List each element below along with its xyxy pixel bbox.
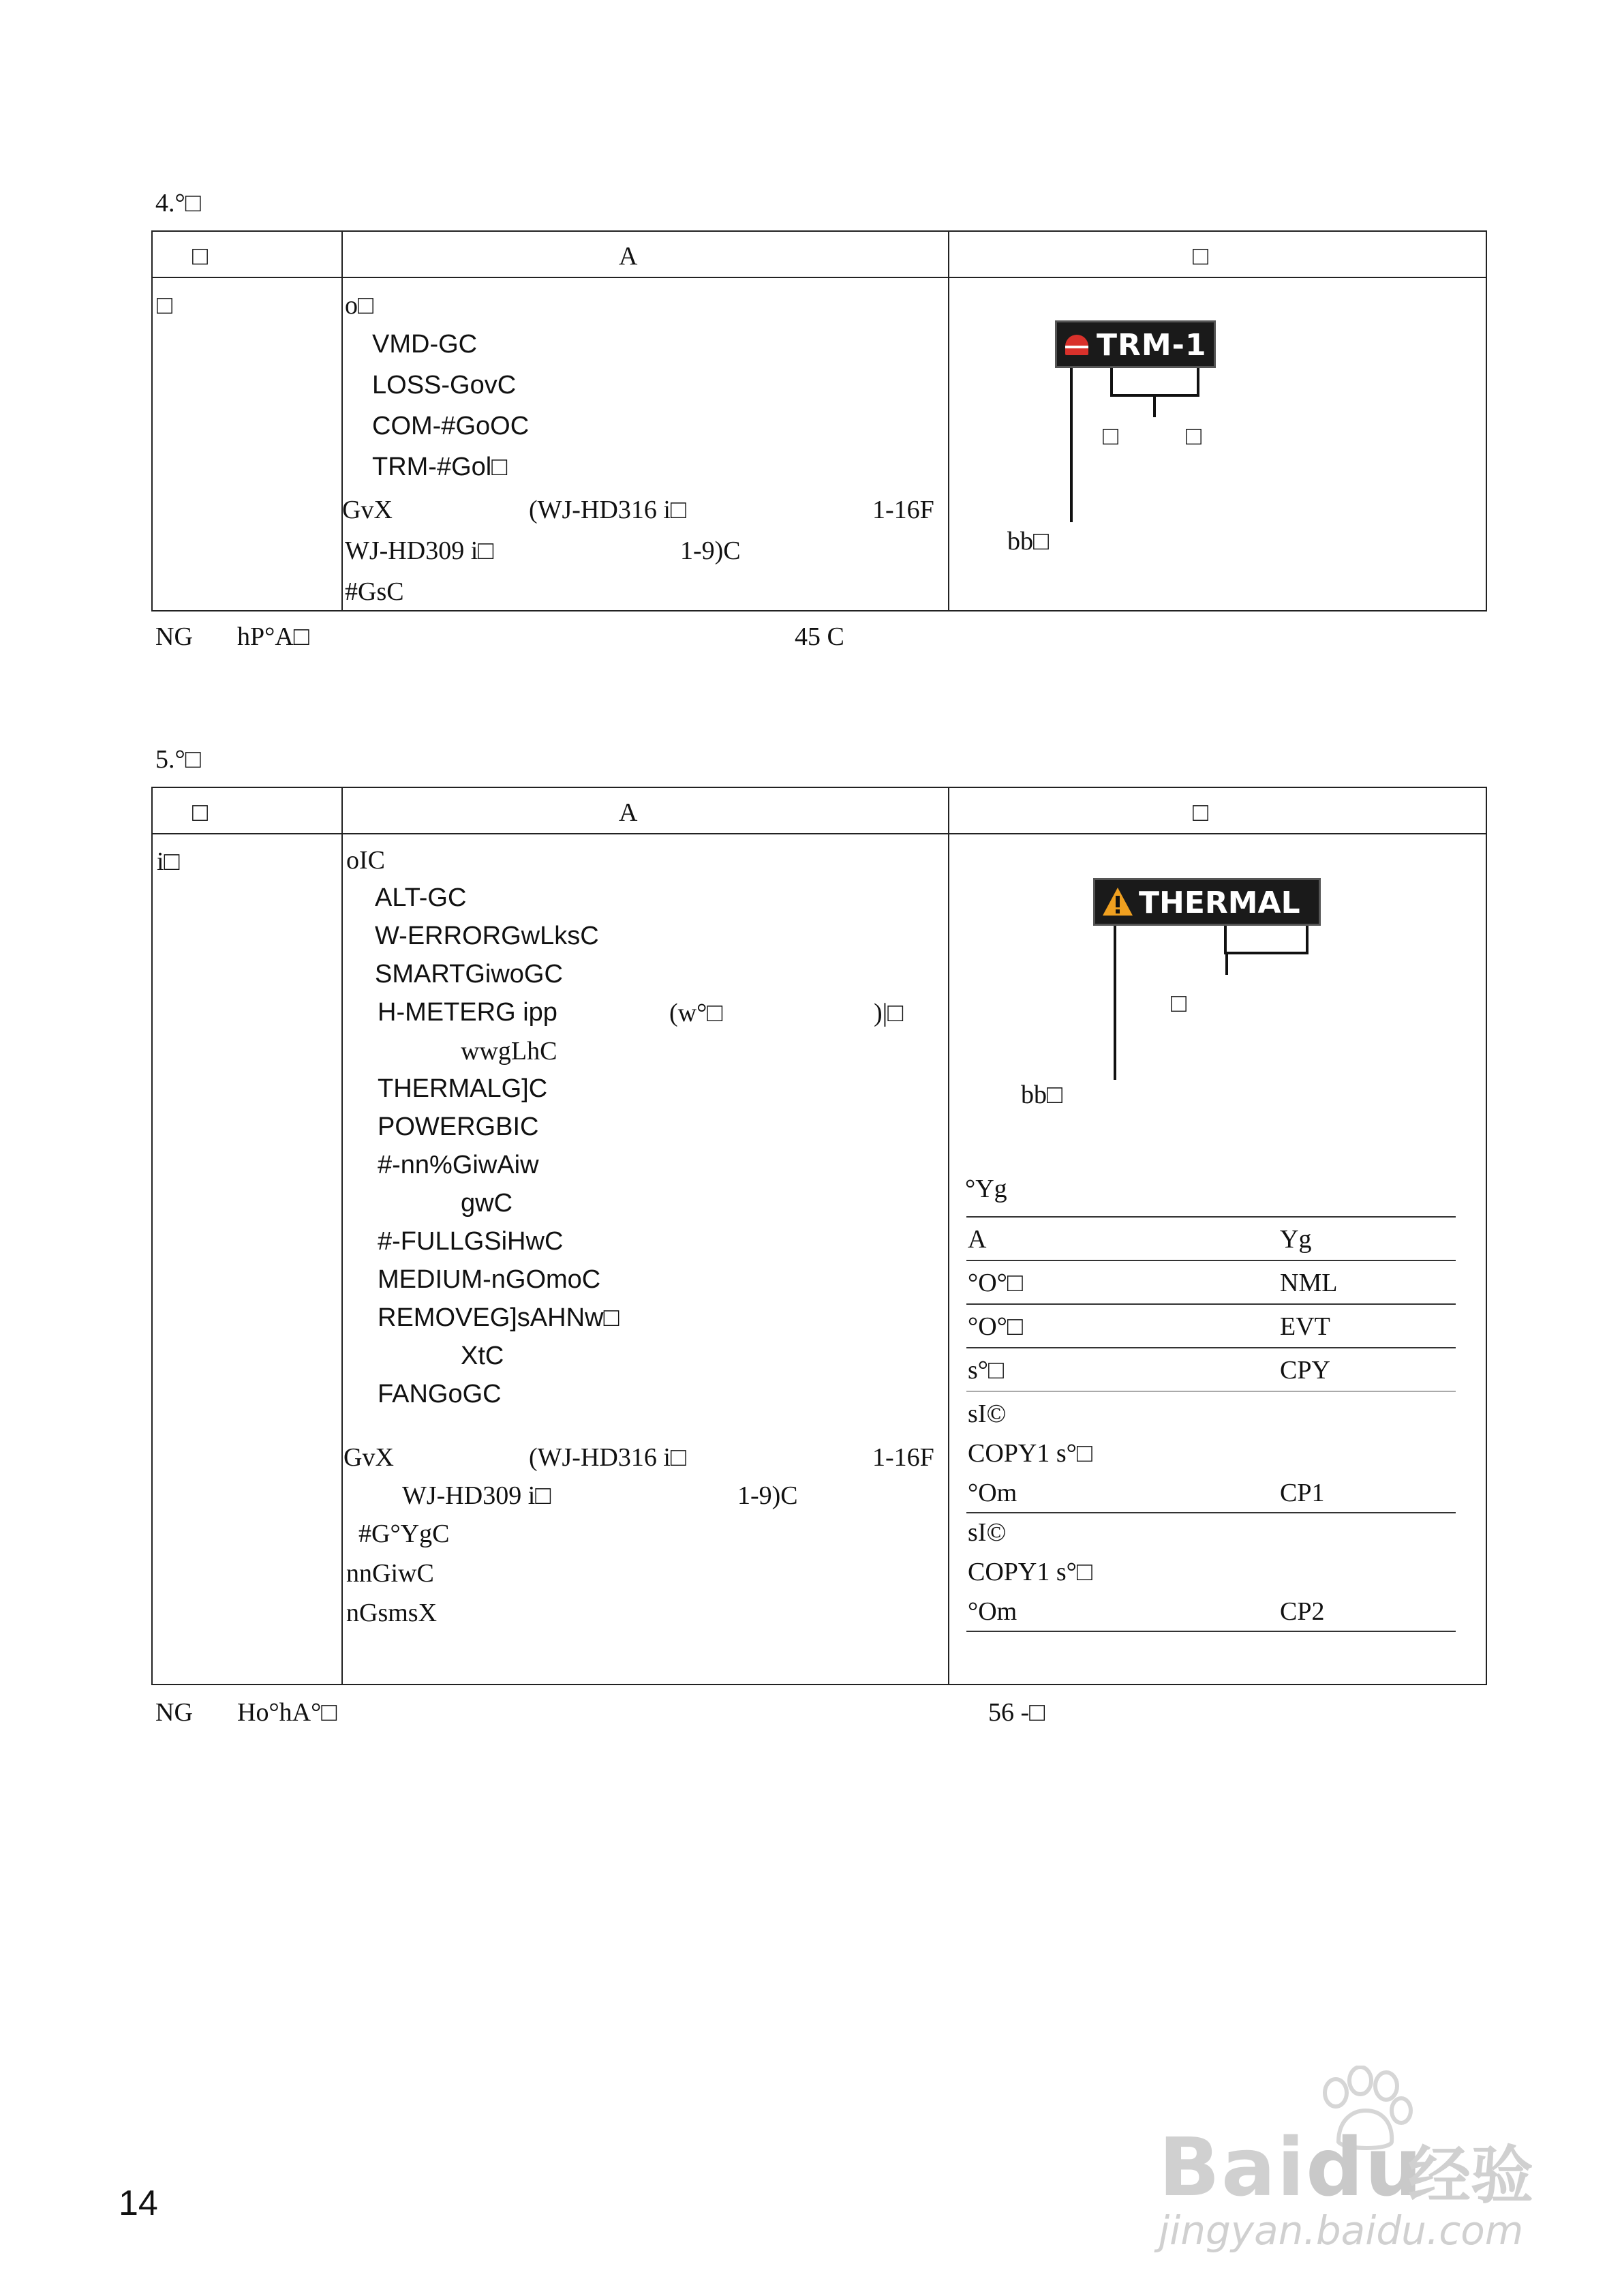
legend-group2-code: CP2	[1280, 1597, 1325, 1626]
section5-line-fan: FANGoGC	[378, 1380, 502, 1408]
section5-header-col1: □	[192, 798, 208, 827]
legend-group2-line2: COPY1 s°□	[968, 1558, 1092, 1586]
legend-group2-line1: sI©	[968, 1518, 1007, 1547]
section4-line-com: COM-#GoOC	[372, 412, 530, 440]
section5-note-b2: 1-9)C	[737, 1481, 798, 1510]
section5-line-full: #-FULLGSiHwC	[378, 1227, 564, 1256]
legend-group1-line1: sI©	[968, 1400, 1007, 1428]
section4-footnote-c: 45 C	[795, 622, 844, 651]
legend-group2-line3: °Om	[968, 1597, 1017, 1626]
section5-header-col3: □	[1193, 798, 1208, 827]
section5-line-hmeter-end: )|□	[874, 999, 904, 1027]
section4-note-a3: 1-16F	[872, 496, 934, 524]
trm-label-left: □	[1103, 422, 1118, 451]
section5-note-a2: (WJ-HD316 i□	[529, 1443, 686, 1472]
section5-footnote-b: Ho°hA°□	[237, 1698, 337, 1727]
trm-status-badge	[1055, 320, 1216, 368]
section4-title: 4.°□	[155, 189, 201, 217]
section5-line-medium: MEDIUM-nGOmoC	[378, 1265, 601, 1294]
section5-footnote-a: NG	[155, 1698, 193, 1727]
legend-group1-line3: °Om	[968, 1479, 1017, 1507]
legend-row-1-a: °O°□	[968, 1269, 1023, 1297]
legend-row-2-b: EVT	[1280, 1312, 1330, 1341]
section4-header-col3: □	[1193, 242, 1208, 271]
section4-note-a2: (WJ-HD316 i□	[529, 496, 686, 524]
trm-label-right: □	[1186, 422, 1202, 451]
legend-table-title: °Yg	[965, 1175, 1007, 1203]
section5-line-remove-cont: XtC	[461, 1342, 504, 1370]
watermark-brand: Baidu	[1159, 2120, 1424, 2214]
section5-footnote-c: 56 -□	[988, 1698, 1045, 1727]
section5-note-d: nnGiwC	[346, 1559, 434, 1588]
section4-line-intro: o□	[345, 291, 373, 320]
thermal-status-badge	[1093, 878, 1321, 926]
legend-header-a: A	[968, 1225, 987, 1254]
section4-footnote-b: hP°A□	[237, 622, 309, 651]
trm-label-bottom: bb□	[1007, 527, 1049, 556]
section4-note-b2: 1-9)C	[680, 537, 741, 565]
legend-row-3-b: CPY	[1280, 1356, 1330, 1385]
section5-line-smart: SMARTGiwoGC	[375, 960, 563, 988]
warning-icon	[1102, 886, 1133, 918]
section5-line-hmeter-cont: wwgLhC	[461, 1037, 557, 1066]
section5-line-hmeter-mid: (w°□	[669, 999, 723, 1027]
section5-line-power: POWERGBIC	[378, 1113, 539, 1141]
section5-note-c: #G°YgC	[358, 1520, 450, 1548]
section4-note-a: GvX	[342, 496, 393, 524]
section5-header-col2: A	[619, 798, 638, 827]
thermal-badge-label: THERMAL	[1139, 886, 1300, 920]
section4-row-label: □	[157, 291, 172, 320]
section4-header-col1: □	[192, 242, 208, 271]
legend-row-3-a: s°□	[968, 1356, 1004, 1385]
legend-row-1-b: NML	[1280, 1269, 1338, 1297]
section4-note-b: WJ-HD309 i□	[345, 537, 494, 565]
legend-group1-line2: COPY1 s°□	[968, 1439, 1092, 1468]
watermark-url: jingyan.baidu.com	[1159, 2207, 1524, 2254]
thermal-label-right: □	[1171, 989, 1187, 1018]
section5-line-hmeter: H-METERG ipp	[378, 998, 557, 1027]
section5-note-b: WJ-HD309 i□	[402, 1481, 551, 1510]
legend-header-b: Yg	[1280, 1225, 1312, 1254]
section5-line-nn-cont: gwC	[461, 1189, 513, 1218]
section5-line-thermal: THERMALG]C	[378, 1074, 548, 1103]
section5-note-a: GvX	[343, 1443, 394, 1472]
page-number: 14	[119, 2184, 158, 2223]
section5-line-alt: ALT-GC	[375, 883, 467, 912]
section5-note-e: nGsmsX	[346, 1599, 438, 1627]
section5-row-label: i□	[157, 847, 180, 876]
alarm-lamp-icon	[1065, 335, 1088, 355]
trm-badge-label: TRM-1	[1097, 328, 1207, 363]
section4-note-c: #GsC	[345, 577, 404, 606]
legend-group1-code: CP1	[1280, 1479, 1325, 1507]
section5-line-werror: W-ERRORGwLksC	[375, 922, 599, 950]
section4-footnote-a: NG	[155, 622, 193, 651]
thermal-label-bottom: bb□	[1021, 1081, 1062, 1109]
section5-line-nn: #-nn%GiwAiw	[378, 1151, 539, 1179]
section5-note-a3: 1-16F	[872, 1443, 934, 1472]
section4-line-loss: LOSS-GovC	[372, 371, 517, 399]
section4-header-col2: A	[619, 242, 638, 271]
section4-line-vmd: VMD-GC	[372, 330, 478, 359]
section5-line-intro: oIC	[346, 846, 385, 875]
section4-line-trm: TRM-#Gol□	[372, 453, 508, 481]
legend-row-2-a: °O°□	[968, 1312, 1023, 1341]
section5-line-remove: REMOVEG]sAHNw□	[378, 1303, 619, 1332]
watermark-brand-cn: 经验	[1408, 2139, 1534, 2212]
section5-title: 5.°□	[155, 745, 201, 774]
